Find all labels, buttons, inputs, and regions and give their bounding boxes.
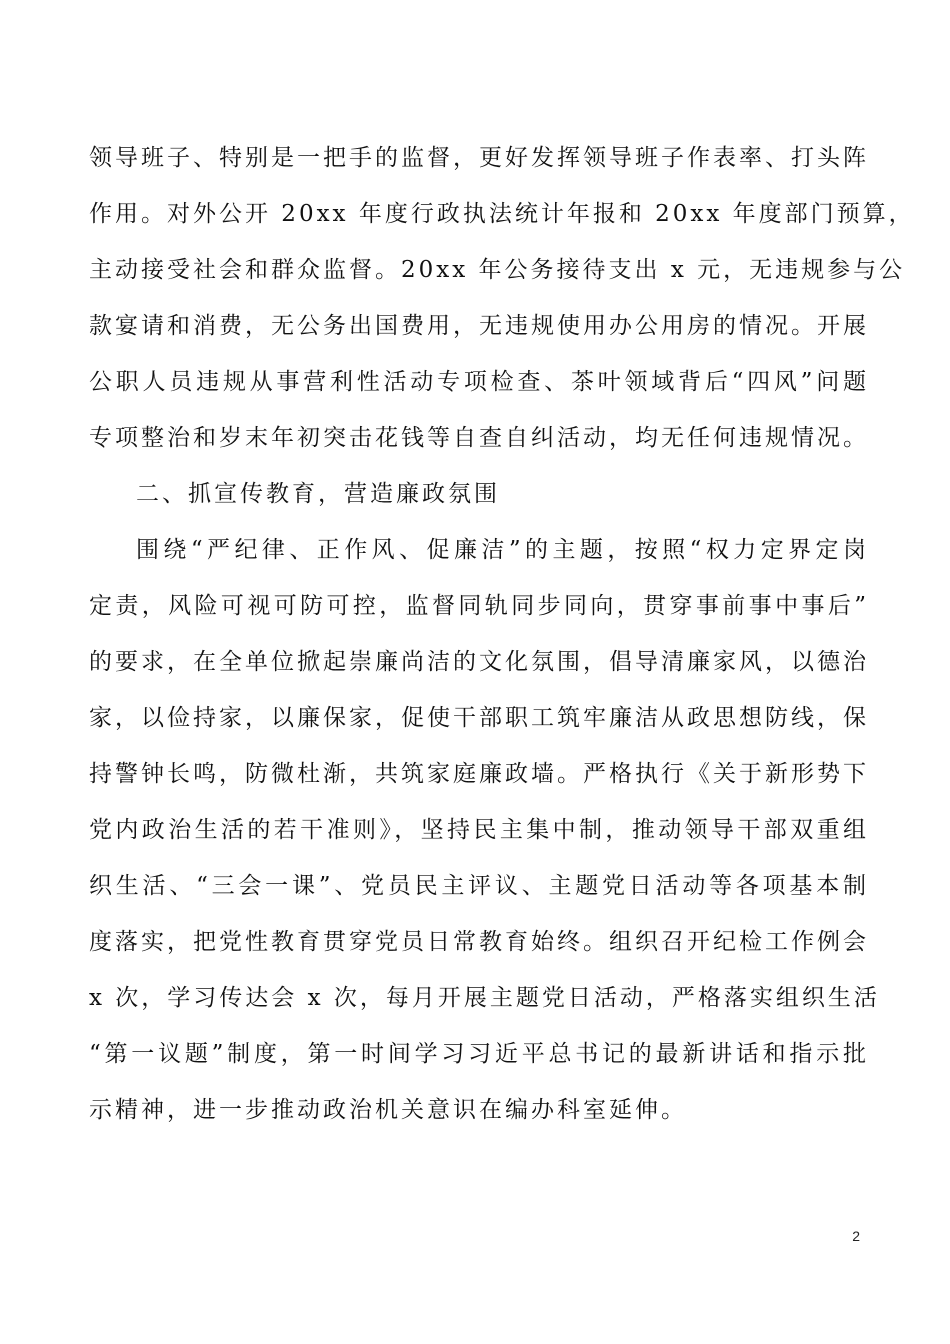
text-line: 织生活、“三会一课”、党员民主评议、主题党日活动等各项基本制 xyxy=(89,873,869,899)
text-line: 主动接受社会和群众监督。20xx 年公务接待支出 x 元，无违规参与公 xyxy=(89,257,906,283)
text-line: 围绕“严纪律、正作风、促廉洁”的主题，按照“权力定界定岗 xyxy=(136,537,869,563)
text-line: 公职人员违规从事营利性活动专项检查、茶叶领域背后“四风”问题 xyxy=(89,369,869,395)
text-line: x 次，学习传达会 x 次，每月开展主题党日活动，严格落实组织生活 xyxy=(89,985,880,1011)
text-line: 领导班子、特别是一把手的监督，更好发挥领导班子作表率、打头阵 xyxy=(89,145,869,171)
text-line: 定责，风险可视可防可控，监督同轨同步同向，贯穿事前事中事后” xyxy=(89,593,869,619)
text-line: 党内政治生活的若干准则》，坚持民主集中制，推动领导干部双重组 xyxy=(89,817,869,843)
text-line: 作用。对外公开 20xx 年度行政执法统计年报和 20xx 年度部门预算， xyxy=(89,201,915,227)
text-line: 专项整治和岁末年初突击花钱等自查自纠活动，均无任何违规情况。 xyxy=(89,425,869,451)
text-line: 持警钟长鸣，防微杜渐，共筑家庭廉政墙。严格执行《关于新形势下 xyxy=(89,761,869,787)
page-number: 2 xyxy=(852,1228,860,1244)
section-heading: 二、抓宣传教育，营造廉政氛围 xyxy=(136,481,500,507)
text-line: 度落实，把党性教育贯穿党员日常教育始终。组织召开纪检工作例会 xyxy=(89,929,869,955)
text-line: 示精神，进一步推动政治机关意识在编办科室延伸。 xyxy=(89,1097,687,1123)
text-line: 的要求，在全单位掀起崇廉尚洁的文化氛围，倡导清廉家风，以德治 xyxy=(89,649,869,675)
text-line: 家，以俭持家，以廉保家，促使干部职工筑牢廉洁从政思想防线，保 xyxy=(89,705,869,731)
text-line: 款宴请和消费，无公务出国费用，无违规使用办公用房的情况。开展 xyxy=(89,313,869,339)
text-line: “第一议题”制度，第一时间学习习近平总书记的最新讲话和指示批 xyxy=(89,1041,869,1067)
